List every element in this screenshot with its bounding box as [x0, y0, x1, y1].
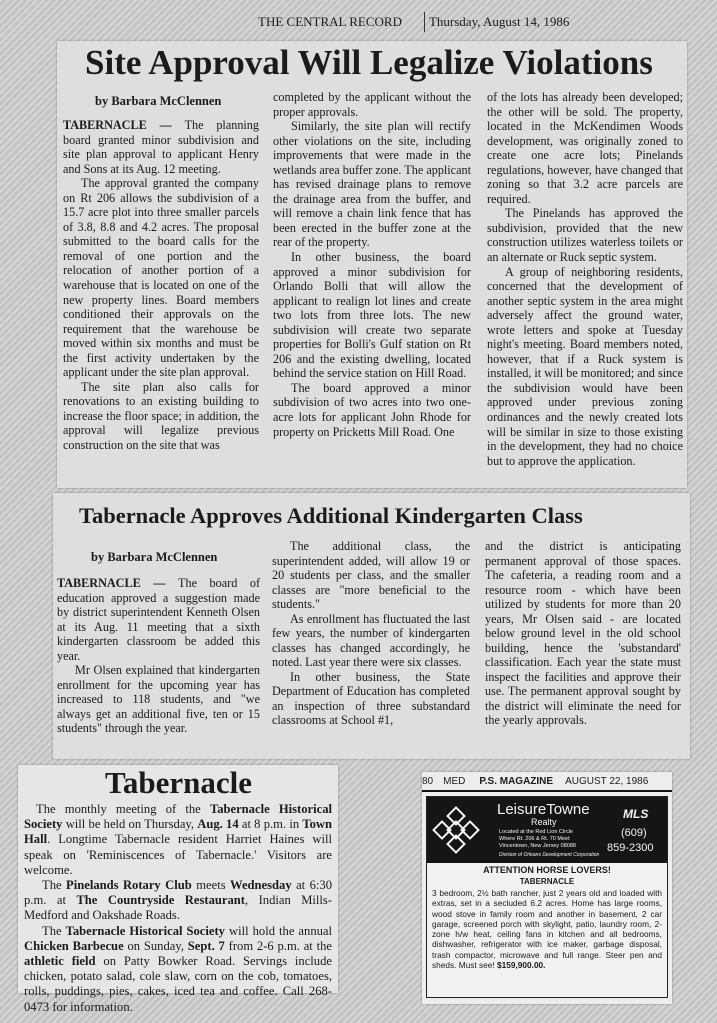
article-column-2 — [272, 539, 470, 728]
article-paragraph: In other business, the State Department of Education has completed an inspection of three substandard classrooms at School #1, — [272, 669, 470, 727]
phone-number: 859-2300 — [607, 842, 654, 854]
ad-location: TABERNACLE — [519, 877, 575, 886]
article-column-2 — [273, 90, 471, 439]
article-paragraph: The additional class, the superintendent added, will allow 19 or 20 students per class, and the smaller classes are "more beneficial to the students." — [272, 539, 470, 611]
article-paragraph: The site plan also calls for renovations to an existing building to increase the floor space; in addition, the approval will legalize previous construction on the site that was — [63, 379, 259, 453]
ad-attention: ATTENTION HORSE LOVERS! — [483, 865, 611, 875]
address-line: Vincentown, New Jersey 08088 — [499, 843, 576, 849]
ad-price: $159,900.00. — [497, 960, 546, 971]
company-sub: Realty — [531, 817, 557, 827]
division-note: Division of Orleans Development Corporation — [499, 852, 600, 858]
article-paragraph: The approval granted the company on Rt 206 allows the subdivision of a 15.7 acre plot into three smaller parcels of 3.8, 8.8 and 4.2 acres. The proposal submitted to the board calls for the removal of one portion and the relocation of another portion of a warehouse that is located on one of the new property lines. Board members conditioned their approvals on the requirement that the warehouse be moved within six months and must be the first activity undertaken by the applicant under the site plan approval. — [63, 176, 259, 380]
mls-badge: MLS — [623, 807, 649, 821]
article-site-approval — [57, 41, 687, 488]
article-column-1 — [63, 118, 259, 453]
article-headline: Site Approval Will Legalize Violations — [85, 43, 653, 82]
article-paragraph: The board approved a minor subdivision of two acres into two one-acre lots for applicant John Rhode for property on Pricketts Mill Road. One — [273, 380, 471, 439]
ad-banner — [427, 797, 667, 863]
ad-page-header: 80 MED P.S. MAGAZINE AUGUST 22, 1986 — [422, 772, 672, 792]
article-headline: Tabernacle — [105, 765, 252, 800]
phone-area: (609) — [621, 827, 647, 839]
article-paragraph: TABERNACLE — The board of education approved a suggestion made by district superintendent Kenneth Olsen at its Aug. 11 meeting that a sixth kindergarten classroom be added this year. — [57, 576, 260, 663]
article-headline: Tabernacle Approves Additional Kindergarten Class — [79, 503, 583, 528]
company-name: LeisureTowne — [497, 801, 590, 818]
address-line: Where Rt. 206 & Rt. 70 Meet — [499, 836, 570, 842]
article-body — [24, 802, 332, 1015]
issue-date: Thursday, August 14, 1986 — [424, 12, 569, 32]
article-byline: by Barbara McClennen — [95, 94, 222, 108]
article-paragraph: A group of neighboring residents, concerned that the development of another septic system in the area might adversely affect the ground water, wrote letters and spoke at Tuesday night's meeting. Board members noted, however, that if a Ruck system is installed, it will be monitored; and since the subdivision would have been approved under previous zoning ordinances and the newly created lots will be similar in size to those existing in the development, they had no choice but to approve the application. — [487, 264, 683, 468]
article-column-1 — [57, 576, 260, 736]
article-paragraph: In other business, the board approved a minor subdivision for Orlando Bolli that will allow the applicant to realign lot lines and create two lots from three lots. The new subdivision will create two separate properties for Bolli's Gulf station on Rt 206 and the existing dwelling, located behind the service station on Hill Road. — [273, 250, 471, 381]
dateline: TABERNACLE — — [63, 118, 185, 132]
ad-box — [426, 796, 668, 998]
dateline: TABERNACLE — — [57, 576, 179, 590]
ad-description: 3 bedroom, 2½ bath rancher, just 2 years old and loaded with extras, set in a secluded 6.2 acres. Home has large rooms, wood stove in family room and another in basement, 2 car garage, screened porch with skylight, patio, laundry room, 2-zone h/w heat, ceiling fans in kitchen and all bedrooms, dishwasher, refrigerator with ice maker, garbage disposal, trash compactor, microwave and full range. Steer pen and sheds. Must see! $159,900.00. — [432, 888, 662, 971]
article-paragraph: The monthly meeting of the Tabernacle Historical Society will be held on Thursday, Aug. 14 at 8 p.m. in Town Hall. Longtime Tabernacle resident Harriet Haines will speak on 'Reminiscences of Tabernacle.' Visitors are welcome. — [24, 802, 333, 877]
masthead — [258, 10, 678, 34]
article-column-3 — [485, 539, 681, 728]
article-paragraph: The Pinelands Rotary Club meets Wednesday at 6:30 p.m. at The Countryside Restaurant, Indian Mills-Medford and Oakshade Roads. — [24, 878, 332, 923]
article-kindergarten — [53, 493, 690, 759]
article-paragraph: completed by the applicant without the proper approvals. — [273, 90, 471, 119]
article-paragraph: As enrollment has fluctuated the last few years, the number of kindergarten classes has changed accordingly, he noted. Last year there were six classes. — [272, 611, 470, 669]
article-paragraph: Mr Olsen explained that kindergarten enrollment for the upcoming year has increased to 118 students, and "we always get an additional five, ten or 15 students" through the year. — [57, 663, 260, 735]
article-paragraph: TABERNACLE — The planning board granted minor subdivision and site plan approval to applicant Henry and Sons at its Aug. 12 meeting. — [63, 118, 259, 176]
article-tabernacle-notes — [18, 765, 338, 1014]
article-paragraph: The Tabernacle Historical Society will hold the annual Chicken Barbecue on Sunday, Sept. 7 from 2-6 p.m. at the athletic field on Patty Bowker Road. Servings include chicken, potato salad, cole slaw, corn on the cob, tomatoes, rolls, puddings, pies, cakes, iced tea and coffee. Call 268-0473 for information. — [24, 923, 332, 1014]
article-paragraph: and the district is anticipating permanent approval of those spaces. The cafeteria, a reading room and a resource room - which have been utilized by students for more than 20 years, Mr Olsen said - are located below ground level in the old school building, hence the 'substandard' classification. Each year the state must inspect the facilities and approve their use. The permanent approval sought by the district will eliminate the need for the yearly approvals. — [485, 539, 681, 727]
article-byline: by Barbara McClennen — [91, 550, 218, 564]
realty-logo-icon — [433, 807, 479, 853]
address-line: Located at the Red Lion Circle — [499, 829, 573, 835]
article-column-3 — [487, 90, 683, 468]
article-paragraph: of the lots has already been developed; the other will be sold. The property, located in the McKendimen Woods development, was originally zoned to create one acre lots; Pinelands regulations, however, have changed that zoning so that 3.2 acre parcels are required. — [487, 90, 683, 206]
article-paragraph: The Pinelands has approved the subdivision, provided that the new construction utilizes waterless toilets or an alternate or Ruck septic system. — [487, 206, 683, 265]
newspaper-name: THE CENTRAL RECORD — [258, 14, 402, 29]
real-estate-ad — [422, 772, 672, 1004]
article-paragraph: Similarly, the site plan will rectify other violations on the site, including improvements that were made in the wetlands area buffer zone. The applicant has revised drainage plans to remove the drainage area from the buffer, and will remove a chain link fence that has been erected in the buffer zone at the rear of the property. — [273, 119, 471, 250]
